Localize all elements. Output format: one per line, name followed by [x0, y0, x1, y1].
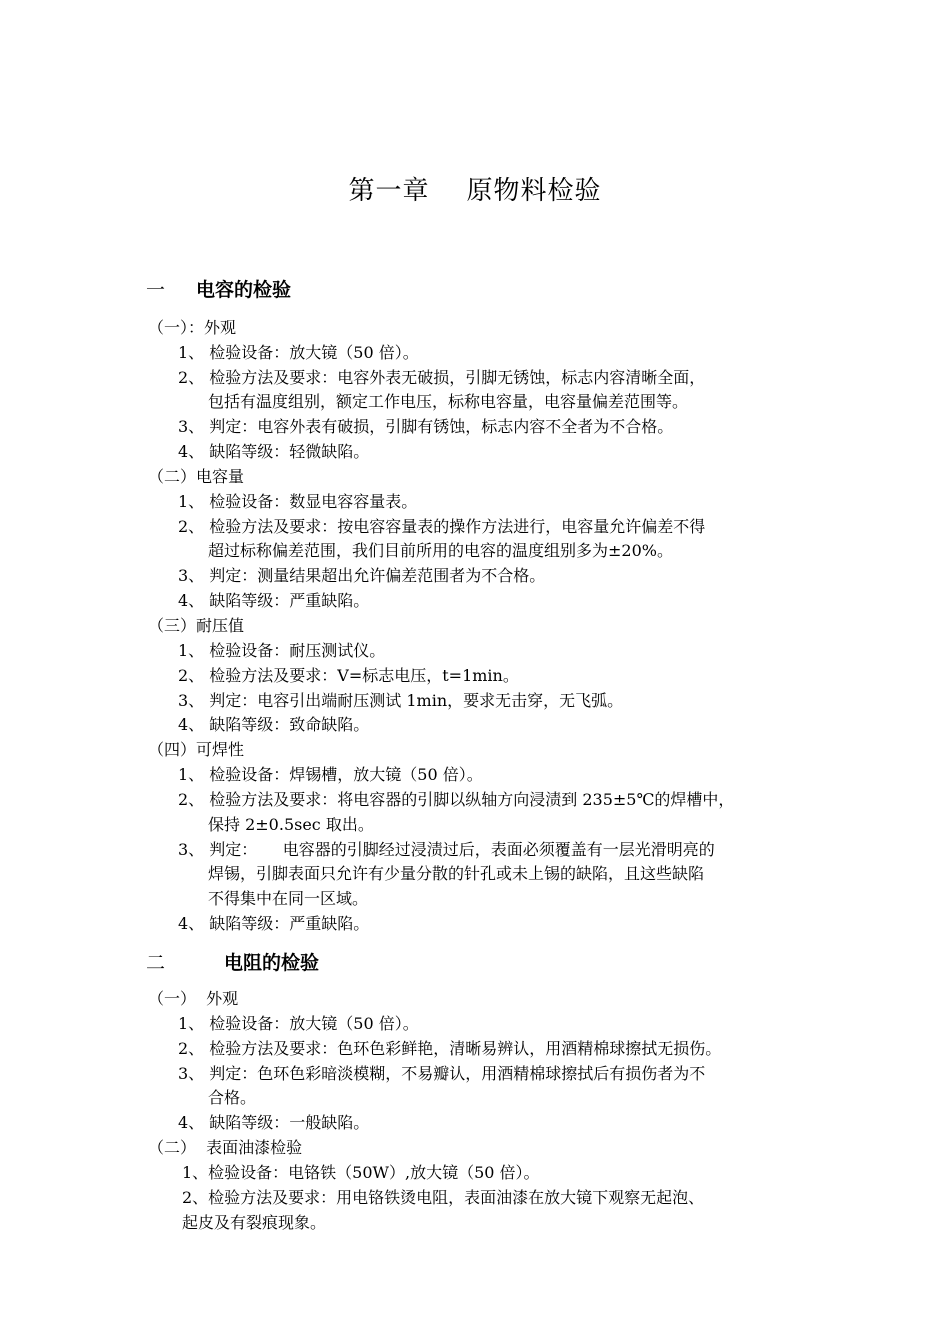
- list-item: 4、 缺陷等级：致命缺陷。: [178, 715, 370, 734]
- subsection-label: （二） 表面油漆检验: [148, 1138, 303, 1157]
- list-item: 1、 检验设备：焊锡槽，放大镜（50 倍）。: [178, 765, 483, 784]
- list-item: 2、 检验方法及要求：V=标志电压，t=1min。: [178, 666, 519, 685]
- list-item: 4、 缺陷等级：轻微缺陷。: [178, 442, 370, 461]
- list-item-continuation: 超过标称偏差范围，我们目前所用的电容的温度组别多为±20%。: [208, 541, 673, 560]
- section-number: 二: [146, 952, 166, 974]
- list-item: 3、 判定：测量结果超出允许偏差范围者为不合格。: [178, 566, 546, 585]
- list-item: 3、 判定：电容引出端耐压测试 1min，要求无击穿，无飞弧。: [178, 691, 624, 710]
- list-item: 3、 判定：电容外表有破损，引脚有锈蚀，标志内容不全者为不合格。: [178, 417, 674, 436]
- list-item: 2、检验方法及要求：用电铬铁烫电阻，表面油漆在放大镜下观察无起泡、: [182, 1188, 705, 1207]
- section-heading-resistor: [146, 948, 319, 975]
- list-item: 1、 检验设备：耐压测试仪。: [178, 641, 386, 660]
- list-item-continuation: 合格。: [208, 1088, 257, 1107]
- list-item: 2、 检验方法及要求：电容外表无破损，引脚无锈蚀，标志内容清晰全面，: [178, 368, 706, 387]
- list-item: 3、 判定： 电容器的引脚经过浸渍过后，表面必须覆盖有一层光滑明亮的: [178, 840, 715, 859]
- list-item: 4、 缺陷等级：一般缺陷。: [178, 1113, 370, 1132]
- list-item: 2、 检验方法及要求：色环色彩鲜艳，清晰易辨认，用酒精棉球擦拭无损伤。: [178, 1039, 722, 1058]
- list-item: 1、检验设备：电铬铁（50W）,放大镜（50 倍）。: [182, 1163, 540, 1182]
- list-item-continuation: 不得集中在同一区域。: [208, 889, 369, 908]
- subsection-label: （一）：外观: [148, 318, 237, 337]
- list-item: 1、 检验设备：放大镜（50 倍）。: [178, 343, 419, 362]
- list-item: 4、 缺陷等级：严重缺陷。: [178, 914, 370, 933]
- list-item: 2、 检验方法及要求：按电容容量表的操作方法进行，电容量允许偏差不得: [178, 517, 706, 536]
- subsection-label: （三）耐压值: [148, 616, 245, 635]
- list-item: 4、 缺陷等级：严重缺陷。: [178, 591, 370, 610]
- list-item-continuation: 保持 2±0.5sec 取出。: [208, 815, 374, 834]
- list-item-continuation: 包括有温度组别，额定工作电压，标称电容量，电容量偏差范围等。: [208, 392, 689, 411]
- list-item: 1、 检验设备：放大镜（50 倍）。: [178, 1014, 419, 1033]
- subsection-label: （二）电容量: [148, 467, 245, 486]
- section-title: 电阻的检验: [224, 952, 320, 974]
- list-item: 3、 判定：色环色彩暗淡模糊，不易瓣认，用酒精棉球擦拭后有损伤者为不: [178, 1064, 706, 1083]
- list-item: 1、 检验设备：数显电容容量表。: [178, 492, 418, 511]
- section-heading-capacitor: [146, 275, 291, 302]
- subsection-label: （四）可焊性: [148, 740, 245, 759]
- subsection-label: （一） 外观: [148, 989, 239, 1008]
- list-item-continuation: 起皮及有裂痕现象。: [182, 1213, 327, 1232]
- list-item-continuation: 焊锡，引脚表面只允许有少量分散的针孔或未上锡的缺陷，且这些缺陷: [208, 864, 705, 883]
- chapter-title: 第一章 原物料检验: [348, 176, 602, 206]
- list-item: 2、 检验方法及要求：将电容器的引脚以纵轴方向浸渍到 235±5℃的焊槽中，: [178, 790, 735, 809]
- section-number: 一: [146, 279, 166, 301]
- section-title: 电容的检验: [196, 279, 292, 301]
